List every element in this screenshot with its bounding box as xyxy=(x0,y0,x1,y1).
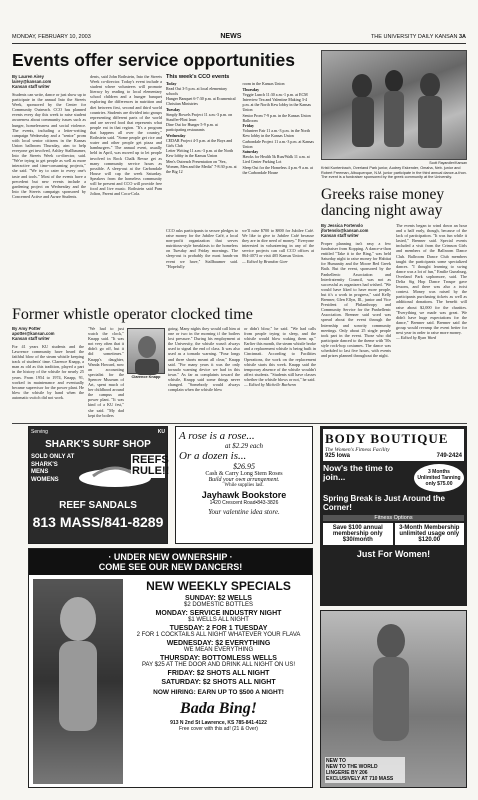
rose-price: $26.95 xyxy=(233,462,255,471)
lingerie-ad xyxy=(320,610,467,788)
bada-bing-logo: Bada Bing! xyxy=(180,700,257,717)
rose-line7: While supplies last. xyxy=(224,483,264,488)
rose-line3: Or a dozen is... xyxy=(179,450,247,462)
sharks-phone: 813 MASS/841-8289 xyxy=(32,514,164,530)
dancers-illustration xyxy=(322,51,468,161)
event-item: Tuesday Simply Bowels Project 11 a.m.-3 p.m. on Stauffer-Flint lawn xyxy=(166,106,233,122)
special-item: THURSDAY: BOTTOMLESS WELLS PAY $25 AT THE DOOR AND DRINK ALL NIGHT ON US! xyxy=(141,655,296,668)
story1-col2: dents, said John Rothstein, Into the Streets Week co-director. Today's event include a student where volunteers will promote literacy by reading to local elementary school children and a hunger banquet exploring the differences in nutrition and diet between first, second and third world countries. Students are divided into groups representing different parts of the world and are served food that represents what people eat in that region. "It's a program that happens all over the country," Rothstein said. "Some people get rice and water and other people get pizza and hamburgers." The annual event, usually held in April, was moved up to let people involved in Rock Chalk Revue get as many community service hours as possible. A sleep-out at the Carbondale House will cap the week Saturday. Speakers from the homeless community will be present and CCO will provide free food and live music. Rothstein said Pam Jolton, Parent and Coca-Cola. xyxy=(90,74,162,197)
specials-list xyxy=(127,595,310,686)
model-illustration xyxy=(321,611,468,741)
event-item: Men's Outreach Presentation on "Sex, Women, Men and the Media" 7-8:30 p.m. at the Big 12 xyxy=(166,158,237,174)
fitness-options: Fitness Options xyxy=(323,515,464,521)
section-name: NEWS xyxy=(220,33,242,40)
story1-col3: CCO asks participants to secure pledges to raise money for the Jubilee Café, a local non-profit organization that serves nutritious-style breakfasts to the homeless on Tuesday and Friday mornings. The sleep-out is probably the most hands-on event we have," Stallbaumer said. "Hopefully xyxy=(166,228,238,269)
sharks-surf-shop-ad xyxy=(28,426,168,544)
story2-col1: By Jessica Fortenslo jfortenslo@kansan.com Kansan staff writer Proper planning isn't easy a few fundraiser from Kopping. A dance-a-thon entitled "Take it to the Ring," was held Saturday night to raise money for Habitat for Humanity and the Moore Bed Greek Bath. But the event, sponsored by the Panhellenic Association and Interfraternity Council, was not as successful as organizers had wished. "We would have liked to have more people, but it's a work in progress," said Kelly Brenner, Glen Ellyn, Ill., junior and Vice President of Philanthropy and Community Service for the Panhellenic Association. Brenner said word was spread about the event through the Internship and sorority community meetings. Only about 25 single people took part in the event. Those who did participate danced to the theme with '50s style rock-hop costumes. The dance was scheduled to last five hours, with events and prizes planned throughout the night. xyxy=(321,223,391,359)
bookstore-footer: Your valentine idea store. xyxy=(208,508,280,516)
event-item: Wednesday CEDAR Project 4-5 p.m. at the Boys and Girls Club xyxy=(166,132,233,148)
photo-caption: Kristi Kuntenbach, Overland Park junior, Audrey Eskender, Omaha, Neb. junior and Robert Freeman, Albuquerque, N.M. junior participate in the third annual dance-a-thon. The event is a fundraiser sponsored by the greek community at the University. xyxy=(321,166,467,179)
event-item: Friday Volunteer Fair 11 a.m.-3 p.m. in the North Kew lobby in the Kansas Union xyxy=(242,123,310,138)
story1-col4: we'll raise $700 to $800 for Jubilee Café. We like to give to Jubilee Café because they are in dire need of money." Everyone interested in volunteering in any of the service projects can call CCO offices at 864-4073 or visit 405 Kansas Union. — Edited by Brandon Garr xyxy=(242,228,314,264)
story2-byline: By Jessica Fortenslo jfortenslo@kansan.com Kansan staff writer xyxy=(321,223,369,238)
reefs-rule: REEFS RULE!! xyxy=(132,454,170,477)
rose-line5: Cash & Carry Long Stem Roses xyxy=(205,471,283,477)
ad-divider xyxy=(12,423,467,424)
specials-title: NEW WEEKLY SPECIALS xyxy=(146,579,291,593)
club-free-cover: Free cover with this ad! (21 & Over) xyxy=(179,726,258,732)
events-title: This week's CCO events xyxy=(166,74,230,80)
sharks-serving: Serving KU xyxy=(31,429,165,435)
event-item: room in the Kansas Union xyxy=(242,81,285,86)
special-item: WEDNESDAY: $2 EVERYTHING WE MEAN EVERYTHING xyxy=(166,640,271,653)
bookstore-address: 1420 Crescent Road•843-3826 xyxy=(209,500,279,506)
just-for-women: Just For Women! xyxy=(356,549,431,559)
three-month-offer: 3-Month Membership unlimited usage only $120.00 xyxy=(395,523,465,545)
lingerie-text: NEW TO NEW TO THE WORLD LINGERIE BY 206 EXCLUSIVELY AT 710 MASS xyxy=(325,757,405,783)
annual-offer: Save $100 annual membership only $30/month xyxy=(323,523,393,545)
bookstore-name: Jayhawk Bookstore xyxy=(201,490,287,500)
events-list xyxy=(166,82,314,176)
story3-col1: By Amy Potter apotter@kansan.com Kansan staff writer For 41 years KU students and the Lawrence community have heard the faithful blow of the steam whistle keeping track of students' time. Clarence Knapp, a man as old as this tradition, played a part in the history of the whistle for nearly 25 years. From 1954 to 1974, Knapp, 91, worked in maintenance and eventually became supervisor for the power plant. He blew the whistle by hand when the automatic switch did not work. xyxy=(12,326,84,400)
story3-col2: "We had to just watch the clock," Knapp said. "It was not very often that it didn't go off, but it did sometimes." Knapp's daughter, Wanda Howard, now an accounting specialist for the Spencer Museum of Art, spent much of her childhood around the campus and power plant. "It was kind of a KU fest," she said. "My dad kept the boilers xyxy=(88,326,124,418)
story2-col2: The events began to wind down an hour and a half early, though, because of the lack of participation. "It was fun while it lasted," Brenner said. Special events included a visit from the Crimson Girls and members of the Ballroom Dance Club. Ballroom Dance Club members taught the participants some specialized dances. "I thought learning to swing dance was a lot of fun," Emilie Gunzburg, Overland Park sophomore, said. The Delta Sig Hop Dance Troupe gave lessons, and there was also a twist contest. Money was raised by the participants purchasing tickets as well as additional donations. The benefit will raise about $2,000 for the charities. "Everything we made was great. We didn't have huge expectations for the dance," Brenner said. Brenner said the group would revamp the event better for next year in order to raise more money. — Edited by Ryan Ward xyxy=(396,223,467,341)
story3-headline: Former whistle operator clocked time xyxy=(12,306,253,323)
event-item: Senior Prom 7-9 p.m. in the Kansas Union Ballroom xyxy=(242,112,311,123)
tanning-badge: 3 Months Unlimited Tanning only $75.00 xyxy=(414,464,464,492)
story3-byline: By Amy Potter apotter@kansan.com Kansan staff writer xyxy=(12,326,55,341)
issue-date: MONDAY, FEBRUARY 10, 2003 xyxy=(12,33,91,40)
special-item: TUESDAY: 2 FOR 1 TUESDAY 2 FOR 1 COCKTAILS ALL NIGHT WHATEVER YOUR FLAVA xyxy=(136,625,301,638)
story3-col4: or didn't blow," he said. "We had calls from people trying to sleep, and the whistle would blow waking them up." Earlier this month, the steam whistle broke and a replacement whistle is being built in Cincinnati. According to Facilities Operations, the work on the replacement whistle starts this week. Knapp said the temporary absence of the whistle wouldn't affect students. "Students still have classes whether the whistle blows or not," he said. — Edited by Michelle Burhenn xyxy=(244,326,316,388)
rose-line2: at $2.29 each xyxy=(225,442,263,450)
knapp-photo xyxy=(127,328,165,374)
hiring-line: NOW HIRING: EARN UP TO $500 A NIGHT! xyxy=(153,689,284,696)
boutique-title: BODY BOUTIQUE xyxy=(325,431,449,446)
special-item: FRIDAY: $2 SHOTS ALL NIGHT xyxy=(167,670,270,677)
sharks-sold-only: SOLD ONLY AT SHARK'S MENS WOMENS xyxy=(31,454,75,483)
reef-sandals-label: REEF SANDALS xyxy=(59,500,137,511)
bada-bing-ad xyxy=(28,548,313,788)
jayhawk-bookstore-ad xyxy=(175,426,313,544)
story1-headline: Events offer service opportunities xyxy=(12,50,295,70)
portrait-illustration xyxy=(128,329,166,375)
sharks-title: SHARK'S SURF SHOP xyxy=(45,439,151,450)
paper-name: THE UNIVERSITY DAILY KANSAN 3A xyxy=(370,33,466,40)
knapp-caption: Clarence Knapp xyxy=(131,375,161,379)
events-box xyxy=(166,74,314,226)
special-item: SUNDAY: $2 WELLS $2 DOMESTIC BOTTLES xyxy=(183,595,253,608)
boutique-address: 925 Iowa xyxy=(325,453,351,459)
page-header xyxy=(12,30,466,44)
event-item: Saturday Hawks for Health 5k Run/Walk 11 a.m. at Lied Center Parking Lot xyxy=(242,149,310,164)
event-item: Dine Out for Hunger 5-9 p.m. at participating restaurants xyxy=(166,122,218,133)
ownership-banner: · UNDER NEW OWNERSHIP · xyxy=(29,549,312,562)
event-item: Today Read Out 3-5 p.m. at local elementary schools xyxy=(166,81,228,96)
dancers-banner: COME SEE OUR NEW DANCERS! xyxy=(29,562,312,575)
boutique-promo1: Now's the time to join... xyxy=(323,463,394,482)
event-item: Sleep Out for the Homeless 4 p.m.-9 a.m. at the Carbondale House xyxy=(242,164,313,175)
story1-col1: By Lauren Airey lairey@kansan.com Kansan staff writer Students can write, dance or just show up to participate in the annual Into the Streets Week, sponsored by the Center for Community Outreach. CCO has planned events every day this week to raise student awareness about community issues such as hunger, homelessness and social violence. The events, including a letter-writing campaign Wednesday and a "senior" prom with local senior citizens in the Kansas Union ballroom Thursday, aim to help everyone get involved, Ashley Stallbaumer, Into the Streets Week co-director, said. "We're trying to get people as well as more interactive and time-consuming projects," she said. "We try to cater to every one's taste and tools." Most of the events have a precedent but new events include a gardening project on Wednesday and the Into the Streets campaign sponsored by Concerned Active and Aware Students. xyxy=(12,74,86,199)
rose-line1: A rose is a rose... xyxy=(179,430,255,442)
event-item: Interview Tea and Valentine Making 3-4 p.m. at the North Kew lobby in the Kansas Union xyxy=(242,97,311,112)
boutique-promo2: Spring Break is Just Around the Corner! xyxy=(323,494,445,512)
special-item: MONDAY: SERVICE INDUSTRY NIGHT $1 WELLS ALL NIGHT xyxy=(155,610,282,623)
story2-headline: Greeks raise money dancing night away xyxy=(321,186,445,219)
special-item: SATURDAY: $2 SHOTS ALL NIGHT xyxy=(161,679,276,686)
event-item: Hunger Banquet 6-7:30 p.m. at Ecumenical Christian Ministries xyxy=(166,96,236,107)
dancer-illustration xyxy=(33,579,123,784)
club-address: 913 N 2nd St Lawrence, KS 785-841-4122 xyxy=(170,720,267,726)
story3-col3: going. Many nights they would call him at one or two in the morning if the boilers lost pressure." During his employment at the University, the whistle wasn't always used to signal the end of class. It was also used as a tornado warning. "Four longs and three shorts meant all clear," Knapp said. "For many years it was the only tornado warning device we had in this town." As far as complaints toward the whistle, Knapp said some things never changed. "Somebody would always complain when the whistle blew xyxy=(168,326,240,393)
event-item: Carbondale Project 11 a.m.-3 p.m. at Kansas Union xyxy=(242,138,314,149)
boutique-phone: 749-2424 xyxy=(436,453,462,459)
event-item: Thursday Veggie Lunch 11:30 a.m.-1 p.m. at ECM xyxy=(242,86,308,97)
dance-photo xyxy=(321,50,467,160)
event-item: Letter Writing 11 a.m.-3 p.m. at the North Kew lobby in the Kansas Union xyxy=(166,148,234,159)
story1-byline: By Lauren Airey lairey@kansan.com Kansan staff writer xyxy=(12,74,52,89)
boutique-subtitle: The Women's Fitness Facility xyxy=(325,447,390,453)
dancer-photo xyxy=(33,579,123,784)
rose-line6: Build your own arrangement. xyxy=(208,477,280,483)
body-boutique-ad xyxy=(320,426,467,606)
photo-credit: Scott Rayandler/Kansan xyxy=(429,161,467,165)
